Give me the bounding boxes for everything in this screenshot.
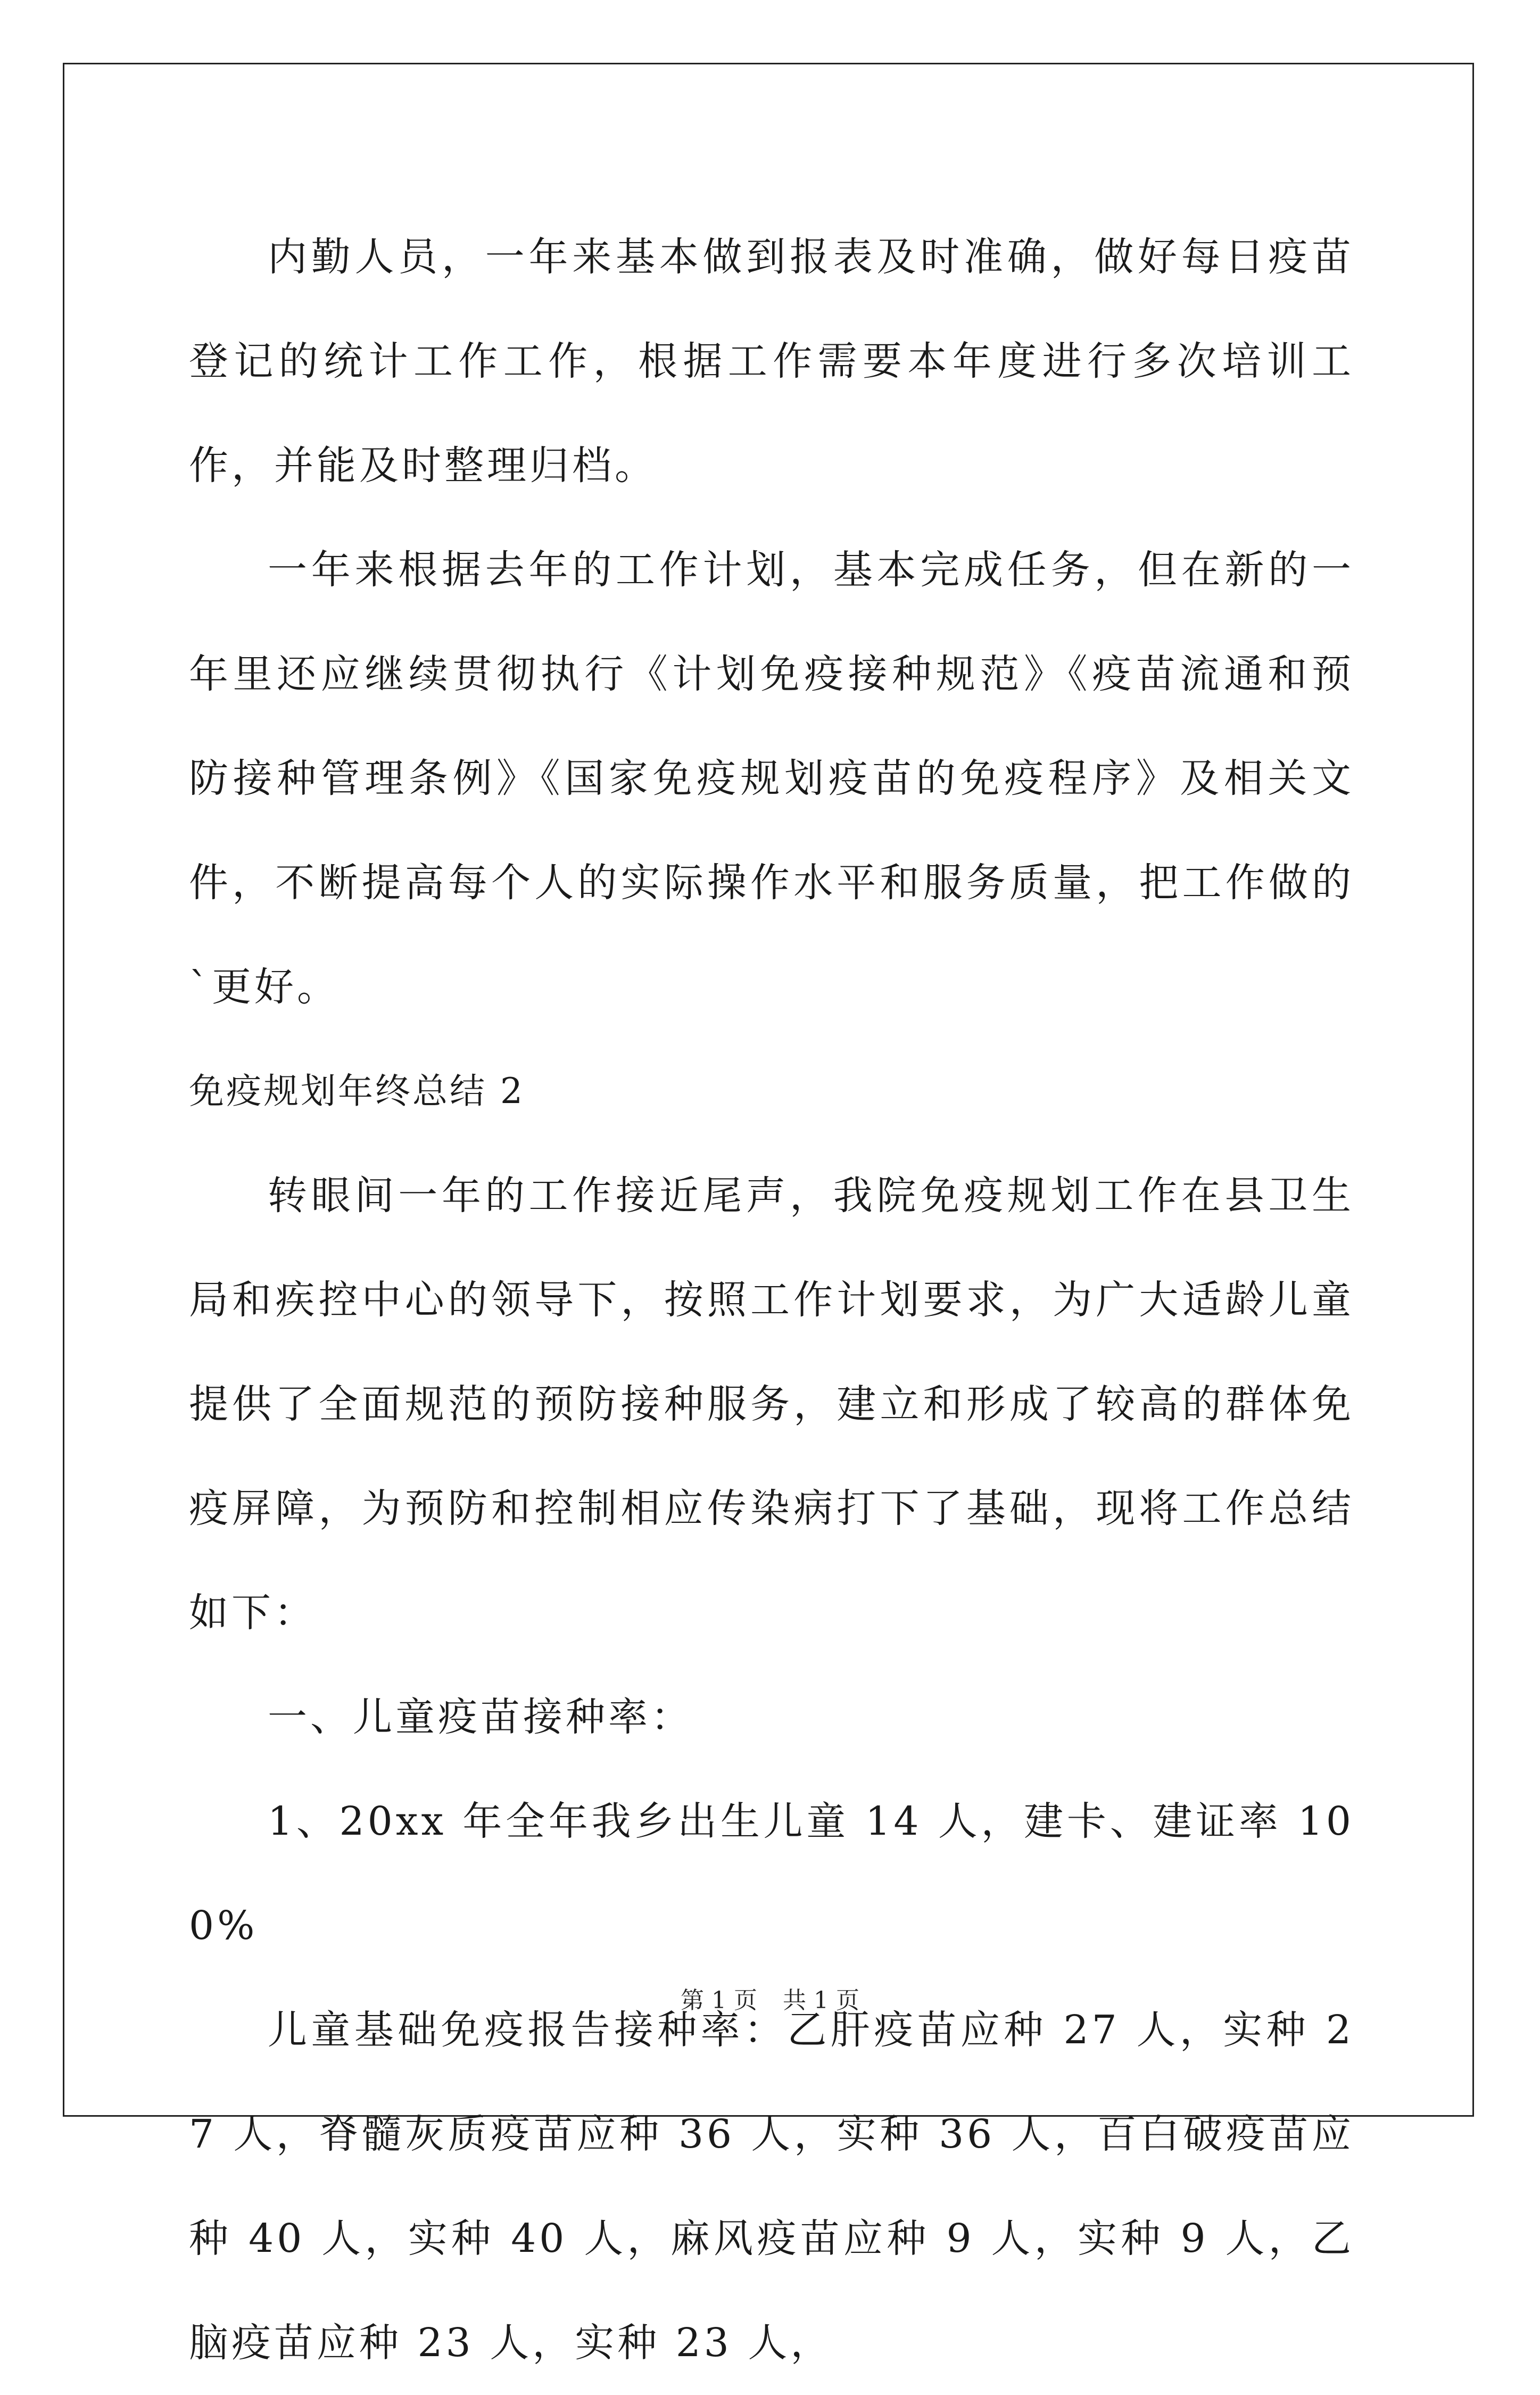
paragraph-6: 儿童基础免疫报告接种率：乙肝疫苗应种 27 人，实种 27 人，脊髓灰质疫苗应种 36 人，实种 36 人，百白破疫苗应种 40 人，实种 40 人，麻风疫苗应种 9 人，实种 9 人，乙脑疫苗应种 23 人，实种 23 人， <box>189 2007 1354 2366</box>
page-total: 共 1 页 <box>783 1987 859 2014</box>
paragraph-3: 转眼间一年的工作接近尾声，我院免疫规划工作在县卫生局和疾控中心的领导下，按照工作计划要求，为广大适龄儿童提供了全面规范的预防接种服务，建立和形成了较高的群体免疫屏障，为预防和控制相应传染病打下了基础，现将工作总结如下： <box>189 1173 1354 1636</box>
page-footer <box>0 1985 1540 2017</box>
section-heading: 免疫规划年终总结 2 <box>189 1071 525 1112</box>
paragraph-5: 1、20xx 年全年我乡出生儿童 14 人，建卡、建证率 100% <box>189 1799 1354 1949</box>
paragraph-4: 一、儿童疫苗接种率： <box>268 1694 693 1740</box>
paragraph-1: 内勤人员，一年来基本做到报表及时准确，做好每日疫苗登记的统计工作工作，根据工作需要本年度进行多次培训工作，并能及时整理归档。 <box>189 234 1354 488</box>
page-number: 第 1 页 <box>681 1987 757 2014</box>
paragraph-2: 一年来根据去年的工作计划，基本完成任务，但在新的一年里还应继续贯彻执行《计划免疫接种规范》《疫苗流通和预防接种管理条例》《国家免疫规划疫苗的免疫程序》及相关文件，不断提高每个人的实际操作水平和服务质量，把工作做的`更好。 <box>189 547 1354 1010</box>
document-body <box>189 205 1354 2395</box>
